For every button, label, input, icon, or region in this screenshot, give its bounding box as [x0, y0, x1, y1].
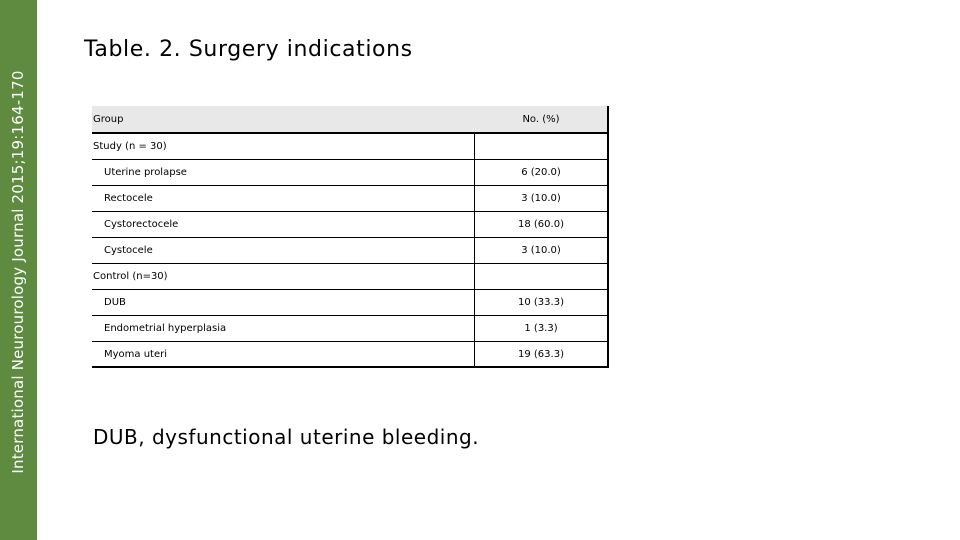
row-label: Control (n=30)	[93, 271, 168, 282]
row-value: 19 (63.3)	[518, 349, 564, 360]
table-row	[92, 290, 607, 316]
header-count: No. (%)	[522, 113, 560, 125]
row-value: 18 (60.0)	[518, 219, 564, 230]
row-label: Rectocele	[104, 193, 153, 204]
journal-sidebar	[0, 0, 37, 540]
row-value: 1 (3.3)	[524, 323, 558, 334]
table-group-row	[92, 264, 607, 290]
table-row	[92, 212, 607, 238]
surgery-indications-table	[92, 106, 609, 368]
row-value: 3 (10.0)	[521, 245, 561, 256]
row-value	[475, 134, 607, 159]
table-header-row	[92, 106, 607, 134]
row-value: 6 (20.0)	[521, 167, 561, 178]
header-group: Group	[93, 113, 124, 125]
row-label: Cystorectocele	[104, 219, 179, 230]
table-footnote: DUB, dysfunctional uterine bleeding.	[93, 425, 480, 449]
column-divider	[474, 132, 475, 366]
table-row	[92, 238, 607, 264]
table-row	[92, 316, 607, 342]
table-title: Table. 2. Surgery indications	[84, 37, 413, 62]
row-label: DUB	[104, 297, 126, 308]
journal-citation: International Neurourology Journal 2015;19:164-170	[9, 70, 27, 474]
table-group-row	[92, 134, 607, 160]
row-label: Study (n = 30)	[93, 141, 167, 152]
table-row	[92, 342, 607, 368]
row-label: Uterine prolapse	[104, 167, 187, 178]
row-label: Cystocele	[104, 245, 153, 256]
table-row	[92, 186, 607, 212]
row-value: 3 (10.0)	[521, 193, 561, 204]
table-row	[92, 160, 607, 186]
row-label: Myoma uteri	[104, 349, 168, 360]
row-label: Endometrial hyperplasia	[104, 323, 227, 334]
row-value	[475, 264, 607, 289]
row-value: 10 (33.3)	[518, 297, 564, 308]
